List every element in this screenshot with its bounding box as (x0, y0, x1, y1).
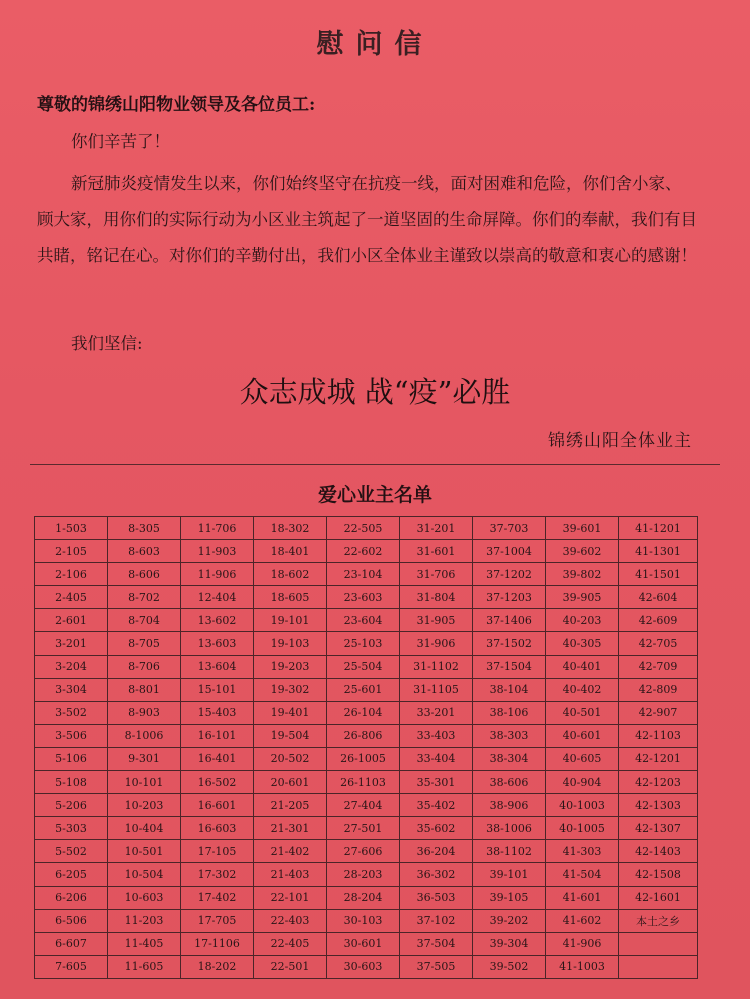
unit-cell: 26-806 (327, 724, 400, 747)
unit-cell: 39-105 (473, 886, 546, 909)
unit-cell: 37-1502 (473, 632, 546, 655)
unit-cell: 40-605 (546, 747, 619, 770)
unit-cell: 6-205 (35, 863, 108, 886)
table-row (35, 840, 698, 863)
table-row (35, 609, 698, 632)
unit-cell: 35-602 (400, 817, 473, 840)
unit-cell: 10-501 (108, 840, 181, 863)
letter-title: 慰问信 (316, 29, 434, 60)
unit-cell: 27-606 (327, 840, 400, 863)
table-row (35, 632, 698, 655)
unit-cell: 41-1003 (546, 955, 619, 978)
unit-cell: 28-203 (327, 863, 400, 886)
unit-cell: 8-1006 (108, 724, 181, 747)
unit-cell: 11-906 (181, 563, 254, 586)
unit-cell: 30-103 (327, 909, 400, 932)
owner-list-table (34, 516, 698, 979)
unit-cell: 22-405 (254, 932, 327, 955)
table-row (35, 886, 698, 909)
unit-cell: 42-1307 (619, 817, 698, 840)
unit-cell: 39-304 (473, 932, 546, 955)
unit-cell: 37-1203 (473, 586, 546, 609)
unit-cell: 25-103 (327, 632, 400, 655)
unit-cell: 18-202 (181, 955, 254, 978)
unit-cell: 11-203 (108, 909, 181, 932)
unit-cell: 36-204 (400, 840, 473, 863)
unit-cell: 39-502 (473, 955, 546, 978)
unit-cell: 18-302 (254, 517, 327, 540)
unit-cell: 13-602 (181, 609, 254, 632)
unit-cell: 41-1501 (619, 563, 698, 586)
unit-cell: 3-304 (35, 678, 108, 701)
unit-cell: 26-1005 (327, 747, 400, 770)
unit-cell: 31-905 (400, 609, 473, 632)
table-row (35, 817, 698, 840)
greeting-paragraph (37, 124, 697, 160)
unit-cell: 40-1005 (546, 817, 619, 840)
unit-cell: 40-1003 (546, 794, 619, 817)
belief-text: 我们坚信: (71, 334, 143, 353)
unit-cell: 8-706 (108, 655, 181, 678)
table-row (35, 932, 698, 955)
unit-cell: 21-205 (254, 794, 327, 817)
divider (30, 464, 720, 465)
unit-cell: 27-404 (327, 794, 400, 817)
table-row (35, 586, 698, 609)
unit-cell: 37-505 (400, 955, 473, 978)
table-row (35, 794, 698, 817)
signature: 锦绣山阳全体业主 (548, 431, 692, 451)
unit-cell: 22-501 (254, 955, 327, 978)
unit-cell: 22-403 (254, 909, 327, 932)
unit-cell: 22-602 (327, 540, 400, 563)
unit-cell: 41-601 (546, 886, 619, 909)
unit-cell: 41-303 (546, 840, 619, 863)
unit-cell: 37-504 (400, 932, 473, 955)
unit-cell: 38-104 (473, 678, 546, 701)
unit-cell: 10-203 (108, 794, 181, 817)
unit-cell: 37-703 (473, 517, 546, 540)
unit-cell: 35-402 (400, 794, 473, 817)
unit-cell: 11-903 (181, 540, 254, 563)
unit-cell: 11-405 (108, 932, 181, 955)
unit-cell: 41-1301 (619, 540, 698, 563)
unit-cell: 16-601 (181, 794, 254, 817)
unit-cell: 37-102 (400, 909, 473, 932)
unit-cell: 5-108 (35, 771, 108, 794)
unit-cell: 41-906 (546, 932, 619, 955)
unit-cell: 42-1403 (619, 840, 698, 863)
table-row (35, 863, 698, 886)
unit-cell: 10-404 (108, 817, 181, 840)
unit-cell: 6-206 (35, 886, 108, 909)
unit-cell: 33-403 (400, 724, 473, 747)
unit-cell: 8-705 (108, 632, 181, 655)
unit-cell: 3-506 (35, 724, 108, 747)
unit-cell: 5-502 (35, 840, 108, 863)
slogan: 众志成城 战“疫”必胜 (239, 375, 511, 409)
unit-cell: 28-204 (327, 886, 400, 909)
unit-cell: 8-606 (108, 563, 181, 586)
unit-cell: 15-101 (181, 678, 254, 701)
unit-cell: 42-1203 (619, 771, 698, 794)
unit-cell: 19-103 (254, 632, 327, 655)
unit-cell: 17-705 (181, 909, 254, 932)
unit-cell: 19-302 (254, 678, 327, 701)
unit-cell: 41-504 (546, 863, 619, 886)
unit-cell: 38-606 (473, 771, 546, 794)
unit-cell: 37-1406 (473, 609, 546, 632)
unit-cell: 42-1601 (619, 886, 698, 909)
unit-cell: 31-201 (400, 517, 473, 540)
unit-cell: 21-402 (254, 840, 327, 863)
table-row (35, 517, 698, 540)
unit-cell: 40-203 (546, 609, 619, 632)
unit-cell: 38-303 (473, 724, 546, 747)
unit-cell: 19-101 (254, 609, 327, 632)
unit-cell: 2-405 (35, 586, 108, 609)
unit-cell: 39-802 (546, 563, 619, 586)
unit-cell: 3-201 (35, 632, 108, 655)
unit-cell: 42-907 (619, 701, 698, 724)
unit-cell: 16-101 (181, 724, 254, 747)
unit-cell: 37-1504 (473, 655, 546, 678)
unit-cell: 41-1201 (619, 517, 698, 540)
unit-cell: 36-503 (400, 886, 473, 909)
table-row (35, 955, 698, 978)
unit-cell: 18-605 (254, 586, 327, 609)
unit-cell: 6-506 (35, 909, 108, 932)
unit-cell: 42-609 (619, 609, 698, 632)
unit-cell: 38-304 (473, 747, 546, 770)
unit-cell: 40-402 (546, 678, 619, 701)
unit-cell: 8-603 (108, 540, 181, 563)
unit-cell: 33-201 (400, 701, 473, 724)
unit-cell: 20-502 (254, 747, 327, 770)
unit-cell: 21-403 (254, 863, 327, 886)
unit-cell: 31-601 (400, 540, 473, 563)
unit-cell: 39-202 (473, 909, 546, 932)
unit-cell: 15-403 (181, 701, 254, 724)
table-row (35, 678, 698, 701)
unit-cell: 17-302 (181, 863, 254, 886)
unit-cell: 3-502 (35, 701, 108, 724)
unit-cell: 13-604 (181, 655, 254, 678)
unit-cell: 31-1105 (400, 678, 473, 701)
unit-cell: 26-104 (327, 701, 400, 724)
unit-cell: 30-603 (327, 955, 400, 978)
unit-cell: 本土之乡 (619, 909, 698, 932)
unit-cell: 19-203 (254, 655, 327, 678)
unit-cell: 23-603 (327, 586, 400, 609)
unit-cell: 2-601 (35, 609, 108, 632)
unit-cell: 30-601 (327, 932, 400, 955)
unit-cell: 42-705 (619, 632, 698, 655)
unit-cell: 10-101 (108, 771, 181, 794)
unit-cell: 42-1103 (619, 724, 698, 747)
unit-cell: 2-106 (35, 563, 108, 586)
unit-cell: 40-601 (546, 724, 619, 747)
unit-cell: 5-106 (35, 747, 108, 770)
belief-paragraph (37, 326, 697, 362)
table-row (35, 540, 698, 563)
unit-cell (619, 955, 698, 978)
unit-cell: 31-1102 (400, 655, 473, 678)
unit-cell: 31-906 (400, 632, 473, 655)
unit-cell: 8-801 (108, 678, 181, 701)
unit-cell: 35-301 (400, 771, 473, 794)
unit-cell: 17-105 (181, 840, 254, 863)
unit-cell: 18-401 (254, 540, 327, 563)
unit-cell: 37-1004 (473, 540, 546, 563)
unit-cell: 39-602 (546, 540, 619, 563)
unit-cell: 42-1303 (619, 794, 698, 817)
unit-cell: 11-605 (108, 955, 181, 978)
unit-cell: 37-1202 (473, 563, 546, 586)
unit-cell: 40-501 (546, 701, 619, 724)
unit-cell: 3-204 (35, 655, 108, 678)
unit-cell: 22-505 (327, 517, 400, 540)
unit-cell: 13-603 (181, 632, 254, 655)
unit-cell: 2-105 (35, 540, 108, 563)
unit-cell: 17-1106 (181, 932, 254, 955)
table-row (35, 909, 698, 932)
unit-cell: 11-706 (181, 517, 254, 540)
unit-cell: 8-704 (108, 609, 181, 632)
unit-cell: 42-1201 (619, 747, 698, 770)
unit-cell: 31-804 (400, 586, 473, 609)
unit-cell: 8-903 (108, 701, 181, 724)
unit-cell: 1-503 (35, 517, 108, 540)
body-text: 新冠肺炎疫情发生以来，你们始终坚守在抗疫一线，面对困难和危险，你们舍小家、顾大家，用你们的实际行动为小区业主筑起了一道坚固的生命屏障。你们的奉献，我们有目共睹，铭记在心。对你们的辛勤付出，我们小区全体业主谨致以崇高的敬意和衷心的感谢！ (37, 174, 697, 265)
unit-cell: 38-1006 (473, 817, 546, 840)
unit-cell: 42-604 (619, 586, 698, 609)
unit-cell: 40-305 (546, 632, 619, 655)
owner-list-title: 爱心业主名单 (317, 484, 432, 506)
unit-cell: 42-809 (619, 678, 698, 701)
table-row (35, 771, 698, 794)
unit-cell: 5-206 (35, 794, 108, 817)
unit-cell: 6-607 (35, 932, 108, 955)
unit-cell (619, 932, 698, 955)
unit-cell: 16-401 (181, 747, 254, 770)
unit-cell: 38-906 (473, 794, 546, 817)
unit-cell: 26-1103 (327, 771, 400, 794)
unit-cell: 38-1102 (473, 840, 546, 863)
table-row (35, 747, 698, 770)
unit-cell: 42-1508 (619, 863, 698, 886)
unit-cell: 36-302 (400, 863, 473, 886)
unit-cell: 7-605 (35, 955, 108, 978)
unit-cell: 23-104 (327, 563, 400, 586)
body-paragraph (37, 166, 697, 274)
unit-cell: 12-404 (181, 586, 254, 609)
unit-cell: 39-601 (546, 517, 619, 540)
unit-cell: 17-402 (181, 886, 254, 909)
unit-cell: 16-603 (181, 817, 254, 840)
unit-cell: 8-305 (108, 517, 181, 540)
unit-cell: 9-301 (108, 747, 181, 770)
table-row (35, 724, 698, 747)
unit-cell: 38-106 (473, 701, 546, 724)
unit-cell: 41-602 (546, 909, 619, 932)
unit-cell: 22-101 (254, 886, 327, 909)
unit-cell: 19-401 (254, 701, 327, 724)
unit-cell: 39-905 (546, 586, 619, 609)
unit-cell: 18-602 (254, 563, 327, 586)
table-row (35, 655, 698, 678)
unit-cell: 10-504 (108, 863, 181, 886)
unit-cell: 40-904 (546, 771, 619, 794)
unit-cell: 40-401 (546, 655, 619, 678)
unit-cell: 21-301 (254, 817, 327, 840)
unit-cell: 31-706 (400, 563, 473, 586)
unit-cell: 23-604 (327, 609, 400, 632)
table-row (35, 701, 698, 724)
unit-cell: 5-303 (35, 817, 108, 840)
unit-cell: 20-601 (254, 771, 327, 794)
unit-cell: 25-504 (327, 655, 400, 678)
unit-cell: 8-702 (108, 586, 181, 609)
greeting-text: 你们辛苦了！ (71, 132, 170, 151)
unit-cell: 27-501 (327, 817, 400, 840)
unit-cell: 19-504 (254, 724, 327, 747)
unit-cell: 10-603 (108, 886, 181, 909)
unit-cell: 25-601 (327, 678, 400, 701)
salutation: 尊敬的锦绣山阳物业领导及各位员工: (37, 95, 316, 115)
unit-cell: 16-502 (181, 771, 254, 794)
unit-cell: 42-709 (619, 655, 698, 678)
unit-cell: 39-101 (473, 863, 546, 886)
table-row (35, 563, 698, 586)
unit-cell: 33-404 (400, 747, 473, 770)
